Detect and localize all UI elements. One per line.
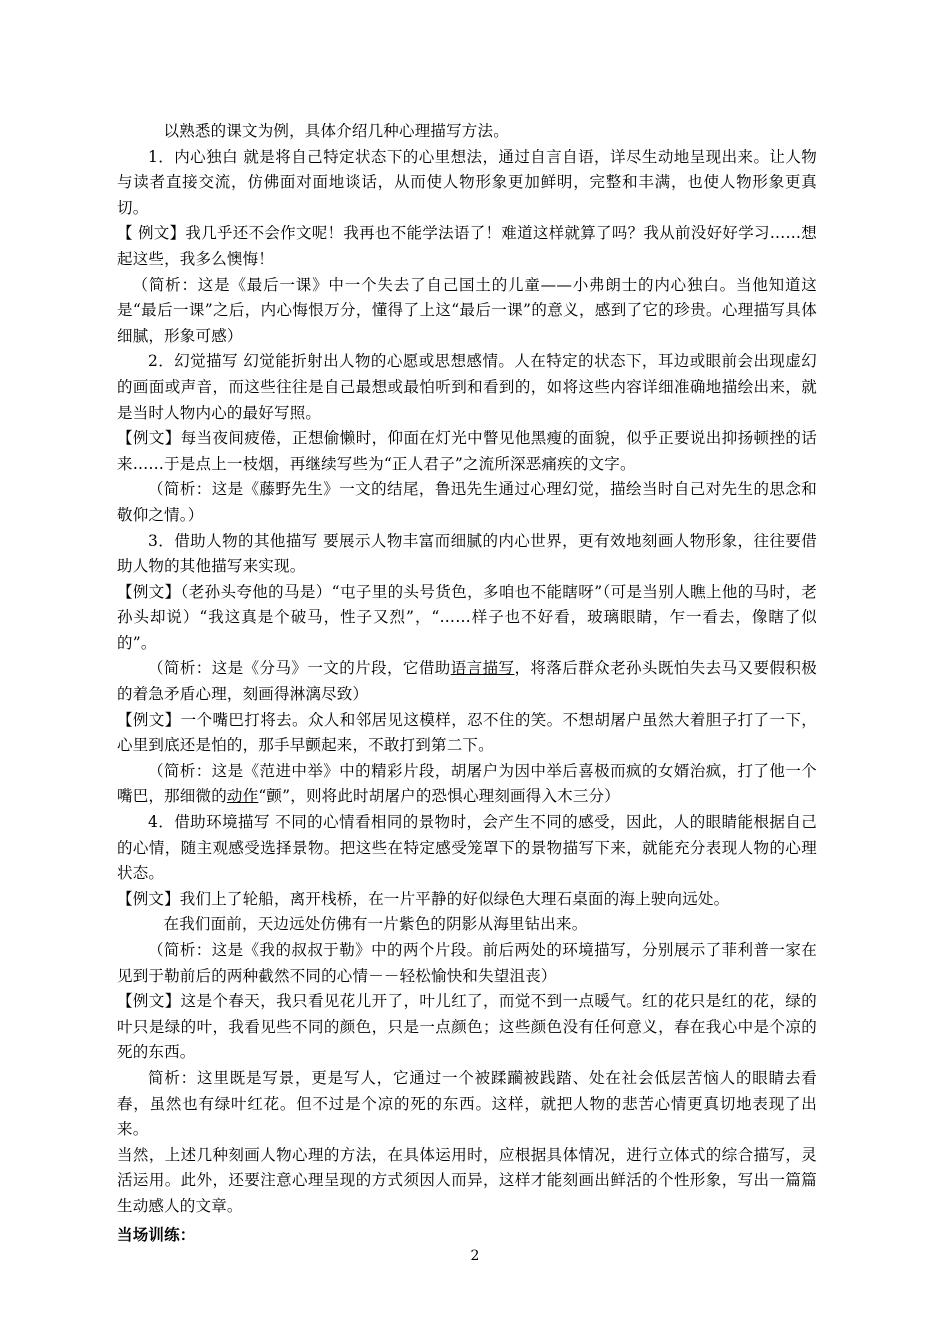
document-body (117, 119, 817, 1247)
paragraph-text: （简析：这是《分马》一文的片段，它借助 (148, 659, 451, 678)
paragraph: （简析：这是《藤野先生》一文的结尾，鲁迅先生通过心理幻觉，描绘当时自己对先生的思念和敬仰之情。） (117, 480, 817, 524)
underlined-term: 动作 (226, 787, 259, 806)
paragraph: 【例文】这是个春天，我只看见花儿开了，叶儿红了，而觉不到一点暖气。红的花只是红的花，绿的叶只是绿的叶，我看见些不同的颜色，只是一点颜色；这些颜色没有任何意义，春在我心中是个凉的死的东西。 (117, 992, 817, 1062)
section-title: 当场训练： (117, 1224, 196, 1244)
paragraph: 【 例文】我几乎还不会作文呢！我再也不能学法语了！难道这样就算了吗？我从前没好好学习……想起这些，我多么懊悔！ (117, 224, 817, 268)
paragraph (117, 656, 817, 707)
paragraph: 【例文】一个嘴巴打将去。众人和邻居见这模样，忍不住的笑。不想胡屠户虽然大着胆子打了一下，心里到底还是怕的，那手早颤起来，不敢打到第二下。 (117, 710, 817, 755)
paragraph: 2．幻觉描写 幻觉能折射出人物的心愿或思想感情。人在特定的状态下，耳边或眼前会出现虚幻的画面或声音，而这些往往是自己最想或最怕听到和看到的，如将这些内容详细准确地描绘出来，就是当时人物内心的最好写照。 (117, 352, 817, 422)
paragraph: 4．借助环境描写 不同的心情看相同的景物时，会产生不同的感受，因此，人的眼睛能根据自己的心情，随主观感受选择景物。把这些在特定感受笼罩下的景物描写下来，就能充分表现人物的心理状态。 (117, 813, 817, 883)
paragraph (117, 759, 817, 810)
paragraph-text: （简析：这是《范进中举》中的精彩片段，胡屠户为因中举后喜极而疯的女婿治疯，打了他一个嘴巴，那细微的 (117, 761, 817, 806)
page-number: 2 (470, 1248, 480, 1264)
paragraph: 在我们面前，天边远处仿佛有一片紫色的阴影从海里钻出来。 (163, 915, 588, 934)
paragraph: 1．内心独白 就是将自己特定状态下的心里想法，通过自言自语，详尽生动地呈现出来。让人物与读者直接交流，仿佛面对面地谈话，从而使人物形象更加鲜明，完整和丰满，也使人物形象更真切。 (117, 147, 817, 217)
paragraph-list (117, 119, 817, 1220)
paragraph: 以熟悉的课文为例，具体介绍几种心理描写方法。 (163, 122, 509, 140)
paragraph: （简析：这是《最后一课》中一个失去了自己国土的儿童——小弗朗士的内心独白。当他知道这是“最后一课”之后，内心悔恨万分，懂得了上这“最后一课”的意义，感到了它的珍贵。心理描写具体细腻，形象可感） (117, 275, 817, 345)
paragraph: （简析：这是《我的叔叔于勒》中的两个片段。前后两处的环境描写，分别展示了菲利普一家在见到于勒前后的两种截然不同的心情－－轻松愉快和失望沮丧） (117, 941, 817, 985)
paragraph: 【例文】每当夜间疲倦，正想偷懒时，仰面在灯光中瞥见他黑瘦的面貌，似乎正要说出抑扬顿挫的话来……于是点上一枝烟，再继续写些为“正人君子”之流所深恶痛疾的文字。 (117, 429, 817, 473)
paragraph: 简析：这里既是写景，更是写人，它通过一个被蹂躏被践踏、处在社会低层苦恼人的眼睛去看春，虽然也有绿叶红花。但不过是个凉的死的东西。这样，就把人物的悲苦心情更真切地表现了出来。 (117, 1068, 817, 1139)
paragraph: 【例文】我们上了轮船，离开栈桥，在一片平静的好似绿色大理石桌面的海上驶向远处。 (117, 889, 730, 908)
paragraph: 【例文】（老孙头夸他的马是）“屯子里的头号货色，多咱也不能瞎呀”（可是当别人瞧上他的马时，老孙头却说）“我这真是个破马，性子又烈”，“……样子也不好看，玻璃眼睛，乍一看去，像瞎了似的”。 (117, 582, 817, 652)
paragraph: 当然，上述几种刻画人物心理的方法，在具体运用时，应根据具体情况，进行立体式的综合描写，灵活运用。此外，还要注意心理呈现的方式须因人而异，这样才能刻画出鲜活的个性形象，写出一篇篇生动感人的文章。 (117, 1145, 817, 1215)
paragraph-text: ，将落后群众老孙头既怕失去马又要假积极的着急矛盾心理，刻画得淋漓尽致） (117, 659, 817, 704)
underlined-term: 语言描写 (450, 659, 515, 678)
paragraph: 3．借助人物的其他描写 要展示人物丰富而细腻的内心世界，更有效地刻画人物形象，往往要借助人物的其他描写来实现。 (117, 531, 817, 576)
paragraph-text: “颤”，则将此时胡屠户的恐惧心理刻画得入木三分） (258, 787, 620, 806)
